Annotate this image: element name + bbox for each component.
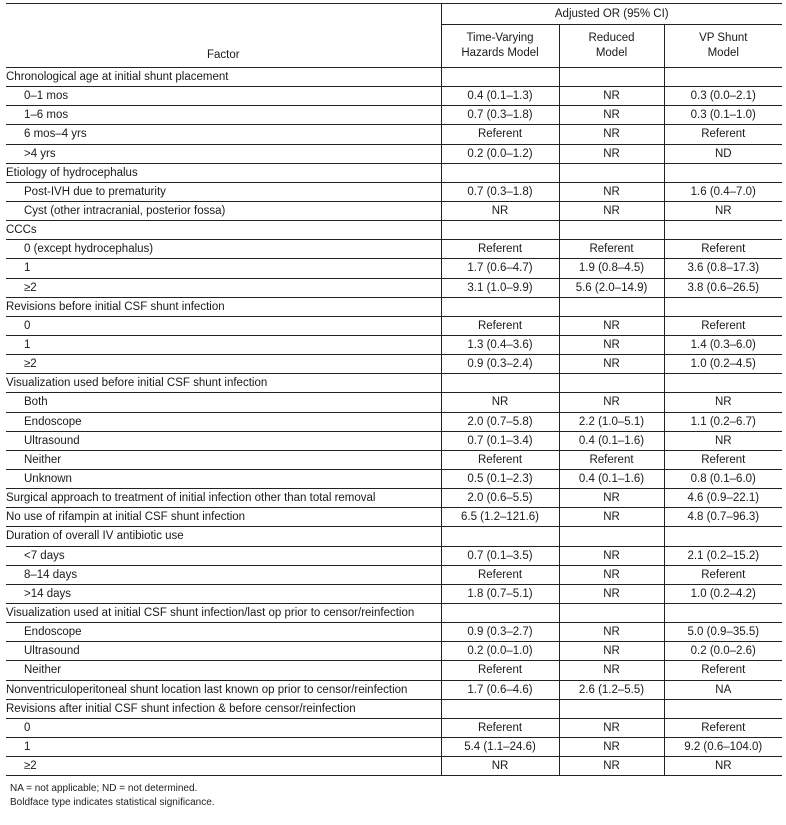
- vp-shunt-value: 0.3 (0.0–2.1): [664, 87, 782, 106]
- time-varying-value: Referent: [441, 125, 559, 144]
- vp-shunt-value: [664, 163, 782, 182]
- time-varying-value: [441, 603, 559, 622]
- reduced-model-value: [559, 699, 664, 718]
- reduced-model-value: [559, 163, 664, 182]
- reduced-model-value: NR: [559, 144, 664, 163]
- reduced-model-value: NR: [559, 642, 664, 661]
- factor-level-label: 0 (except hydrocephalus): [6, 240, 441, 259]
- time-varying-column-header: [441, 25, 559, 68]
- vp-shunt-value: [664, 603, 782, 622]
- table-row: [6, 623, 782, 642]
- reduced-model-value: NR: [559, 125, 664, 144]
- group-label: Etiology of hydrocephalus: [6, 163, 441, 182]
- reduced-model-value: NR: [559, 393, 664, 412]
- factor-level-label: Cyst (other intracranial, posterior fossa): [6, 201, 441, 220]
- table-row: [6, 412, 782, 431]
- time-varying-value: Referent: [441, 240, 559, 259]
- reduced-model-value: NR: [559, 87, 664, 106]
- table-footnotes: [10, 782, 215, 810]
- vp-shunt-value: [664, 68, 782, 87]
- reduced-model-value: NR: [559, 584, 664, 603]
- header-line: Hazards Model: [461, 47, 539, 59]
- factor-level-label: 1: [6, 737, 441, 756]
- factor-level-label: Post-IVH due to prematurity: [6, 182, 441, 201]
- reduced-model-value: NR: [559, 546, 664, 565]
- table-row: [6, 316, 782, 335]
- table-row: [6, 565, 782, 584]
- time-varying-value: 0.7 (0.3–1.8): [441, 106, 559, 125]
- time-varying-value: [441, 699, 559, 718]
- time-varying-value: 0.7 (0.3–1.8): [441, 182, 559, 201]
- reduced-model-value: NR: [559, 316, 664, 335]
- table-row: [6, 546, 782, 565]
- time-varying-value: Referent: [441, 718, 559, 737]
- reduced-model-value: [559, 527, 664, 546]
- factor-level-label: ≥2: [6, 355, 441, 374]
- reduced-model-value: NR: [559, 565, 664, 584]
- vp-shunt-value: Referent: [664, 565, 782, 584]
- table-row: [6, 106, 782, 125]
- time-varying-value: NR: [441, 757, 559, 776]
- vp-shunt-value: Referent: [664, 125, 782, 144]
- table-row: [6, 182, 782, 201]
- group-label: Revisions before initial CSF shunt infection: [6, 297, 441, 316]
- vp-shunt-value: [664, 527, 782, 546]
- time-varying-value: 2.0 (0.7–5.8): [441, 412, 559, 431]
- header-line: VP Shunt: [699, 32, 748, 44]
- header-line: Reduced: [588, 32, 635, 44]
- vp-shunt-value: [664, 374, 782, 393]
- reduced-model-value: NR: [559, 201, 664, 220]
- table-row: [6, 125, 782, 144]
- vp-shunt-value: Referent: [664, 450, 782, 469]
- time-varying-value: NR: [441, 393, 559, 412]
- time-varying-value: 0.9 (0.3–2.7): [441, 623, 559, 642]
- table-row: [6, 661, 782, 680]
- vp-shunt-column-header: [664, 25, 782, 68]
- group-label: Duration of overall IV antibiotic use: [6, 527, 441, 546]
- reduced-model-value: 2.6 (1.2–5.5): [559, 680, 664, 699]
- vp-shunt-value: 1.4 (0.3–6.0): [664, 335, 782, 354]
- vp-shunt-value: Referent: [664, 661, 782, 680]
- factor-level-label: Neither: [6, 450, 441, 469]
- vp-shunt-value: Referent: [664, 316, 782, 335]
- table-body: [6, 68, 782, 776]
- reduced-model-value: [559, 603, 664, 622]
- time-varying-value: [441, 297, 559, 316]
- factor-level-label: Endoscope: [6, 412, 441, 431]
- group-label: Visualization used before initial CSF shunt infection: [6, 374, 441, 393]
- time-varying-value: NR: [441, 201, 559, 220]
- time-varying-value: 0.9 (0.3–2.4): [441, 355, 559, 374]
- factor-level-label: 1: [6, 335, 441, 354]
- reduced-model-value: NR: [559, 661, 664, 680]
- reduced-model-value: 1.9 (0.8–4.5): [559, 259, 664, 278]
- table-row: [6, 393, 782, 412]
- reduced-model-value: NR: [559, 757, 664, 776]
- vp-shunt-value: NR: [664, 431, 782, 450]
- table-row: [6, 450, 782, 469]
- factor-level-label: Endoscope: [6, 623, 441, 642]
- header-line: Model: [707, 47, 739, 59]
- vp-shunt-value: 1.0 (0.2–4.2): [664, 584, 782, 603]
- factor-level-label: 8–14 days: [6, 565, 441, 584]
- reduced-model-value: 0.4 (0.1–1.6): [559, 431, 664, 450]
- group-label: Revisions after initial CSF shunt infection & before censor/reinfection: [6, 699, 441, 718]
- table-row: [6, 469, 782, 488]
- reduced-model-value: NR: [559, 737, 664, 756]
- time-varying-value: 1.7 (0.6–4.7): [441, 259, 559, 278]
- reduced-model-value: NR: [559, 335, 664, 354]
- table-row: [6, 642, 782, 661]
- reduced-model-value: NR: [559, 182, 664, 201]
- vp-shunt-value: [664, 699, 782, 718]
- table-row: [6, 240, 782, 259]
- table-group-row: [6, 297, 782, 316]
- vp-shunt-value: 4.8 (0.7–96.3): [664, 508, 782, 527]
- time-varying-value: [441, 374, 559, 393]
- reduced-model-value: [559, 297, 664, 316]
- reduced-model-value: [559, 374, 664, 393]
- reduced-model-value: 0.4 (0.1–1.6): [559, 469, 664, 488]
- time-varying-value: [441, 527, 559, 546]
- factor-level-label: Ultrasound: [6, 431, 441, 450]
- reduced-model-value: [559, 221, 664, 240]
- vp-shunt-value: 0.8 (0.1–6.0): [664, 469, 782, 488]
- factor-level-label: 1: [6, 259, 441, 278]
- table-row: [6, 431, 782, 450]
- factor-level-label: 0: [6, 718, 441, 737]
- time-varying-value: 3.1 (1.0–9.9): [441, 278, 559, 297]
- group-label: Chronological age at initial shunt placement: [6, 68, 441, 87]
- time-varying-value: 0.7 (0.1–3.5): [441, 546, 559, 565]
- time-varying-value: 1.7 (0.6–4.6): [441, 680, 559, 699]
- reduced-model-value: 5.6 (2.0–14.9): [559, 278, 664, 297]
- group-label: No use of rifampin at initial CSF shunt infection: [6, 508, 441, 527]
- vp-shunt-value: ND: [664, 144, 782, 163]
- time-varying-value: 0.5 (0.1–2.3): [441, 469, 559, 488]
- vp-shunt-value: 4.6 (0.9–22.1): [664, 489, 782, 508]
- table-group-row: [6, 374, 782, 393]
- table-group-row: [6, 603, 782, 622]
- vp-shunt-value: 9.2 (0.6–104.0): [664, 737, 782, 756]
- footnote-significance: Boldface type indicates statistical significance.: [10, 797, 215, 808]
- reduced-model-value: 2.2 (1.0–5.1): [559, 412, 664, 431]
- reduced-model-value: Referent: [559, 450, 664, 469]
- table-row: [6, 737, 782, 756]
- group-label: Nonventriculoperitoneal shunt location last known op prior to censor/reinfection: [6, 680, 441, 699]
- reduced-model-column-header: [559, 25, 664, 68]
- group-label: Visualization used at initial CSF shunt infection/last op prior to censor/reinfection: [6, 603, 441, 622]
- group-label: Surgical approach to treatment of initial infection other than total removal: [6, 489, 441, 508]
- factor-level-label: 1–6 mos: [6, 106, 441, 125]
- factor-column-header: Factor: [6, 25, 441, 68]
- time-varying-value: 0.4 (0.1–1.3): [441, 87, 559, 106]
- vp-shunt-value: [664, 297, 782, 316]
- header-blank: [6, 4, 441, 25]
- vp-shunt-value: 5.0 (0.9–35.5): [664, 623, 782, 642]
- time-varying-value: Referent: [441, 450, 559, 469]
- time-varying-value: [441, 163, 559, 182]
- table-group-row: [6, 527, 782, 546]
- factor-level-label: Ultrasound: [6, 642, 441, 661]
- reduced-model-value: NR: [559, 489, 664, 508]
- time-varying-value: 5.4 (1.1–24.6): [441, 737, 559, 756]
- table-row: [6, 355, 782, 374]
- table-row: [6, 718, 782, 737]
- vp-shunt-value: 1.6 (0.4–7.0): [664, 182, 782, 201]
- vp-shunt-value: NR: [664, 393, 782, 412]
- adjusted-or-header: Adjusted OR (95% CI): [441, 4, 782, 25]
- time-varying-value: Referent: [441, 316, 559, 335]
- factor-level-label: Both: [6, 393, 441, 412]
- vp-shunt-value: [664, 221, 782, 240]
- vp-shunt-value: Referent: [664, 240, 782, 259]
- reduced-model-value: NR: [559, 355, 664, 374]
- vp-shunt-value: 2.1 (0.2–15.2): [664, 546, 782, 565]
- table-row: [6, 335, 782, 354]
- table-group-row: [6, 489, 782, 508]
- factor-level-label: ≥2: [6, 757, 441, 776]
- vp-shunt-value: 3.6 (0.8–17.3): [664, 259, 782, 278]
- time-varying-value: 6.5 (1.2–121.6): [441, 508, 559, 527]
- reduced-model-value: NR: [559, 106, 664, 125]
- factor-level-label: Unknown: [6, 469, 441, 488]
- time-varying-value: Referent: [441, 565, 559, 584]
- time-varying-value: 2.0 (0.6–5.5): [441, 489, 559, 508]
- factor-level-label: >14 days: [6, 584, 441, 603]
- table-row: [6, 278, 782, 297]
- vp-shunt-value: 1.1 (0.2–6.7): [664, 412, 782, 431]
- time-varying-value: Referent: [441, 661, 559, 680]
- table-row: [6, 87, 782, 106]
- odds-ratio-table: [6, 3, 782, 776]
- vp-shunt-value: 0.2 (0.0–2.6): [664, 642, 782, 661]
- factor-level-label: <7 days: [6, 546, 441, 565]
- vp-shunt-value: NR: [664, 201, 782, 220]
- reduced-model-value: NR: [559, 623, 664, 642]
- footnote-abbreviations: NA = not applicable; ND = not determined.: [10, 783, 198, 794]
- vp-shunt-value: 1.0 (0.2–4.5): [664, 355, 782, 374]
- table-row: [6, 201, 782, 220]
- table-row: [6, 144, 782, 163]
- reduced-model-value: NR: [559, 508, 664, 527]
- time-varying-value: 0.2 (0.0–1.0): [441, 642, 559, 661]
- vp-shunt-value: Referent: [664, 718, 782, 737]
- vp-shunt-value: NR: [664, 757, 782, 776]
- factor-level-label: ≥2: [6, 278, 441, 297]
- table-group-row: [6, 163, 782, 182]
- time-varying-value: [441, 68, 559, 87]
- time-varying-value: [441, 221, 559, 240]
- time-varying-value: 0.2 (0.0–1.2): [441, 144, 559, 163]
- table-header: [6, 4, 782, 68]
- vp-shunt-value: 3.8 (0.6–26.5): [664, 278, 782, 297]
- table-row: [6, 584, 782, 603]
- factor-level-label: 6 mos–4 yrs: [6, 125, 441, 144]
- table-group-row: [6, 699, 782, 718]
- header-line: Model: [595, 47, 628, 59]
- group-label: CCCs: [6, 221, 441, 240]
- header-line: Time-Varying: [466, 32, 534, 44]
- reduced-model-value: [559, 68, 664, 87]
- time-varying-value: 1.8 (0.7–5.1): [441, 584, 559, 603]
- vp-shunt-value: NA: [664, 680, 782, 699]
- table-row: [6, 259, 782, 278]
- vp-shunt-value: 0.3 (0.1–1.0): [664, 106, 782, 125]
- reduced-model-value: Referent: [559, 240, 664, 259]
- table-group-row: [6, 68, 782, 87]
- table-group-row: [6, 508, 782, 527]
- table-group-row: [6, 221, 782, 240]
- factor-level-label: 0: [6, 316, 441, 335]
- time-varying-value: 0.7 (0.1–3.4): [441, 431, 559, 450]
- reduced-model-value: NR: [559, 718, 664, 737]
- factor-level-label: >4 yrs: [6, 144, 441, 163]
- factor-level-label: Neither: [6, 661, 441, 680]
- table-row: [6, 757, 782, 776]
- factor-level-label: 0–1 mos: [6, 87, 441, 106]
- time-varying-value: 1.3 (0.4–3.6): [441, 335, 559, 354]
- table-group-row: [6, 680, 782, 699]
